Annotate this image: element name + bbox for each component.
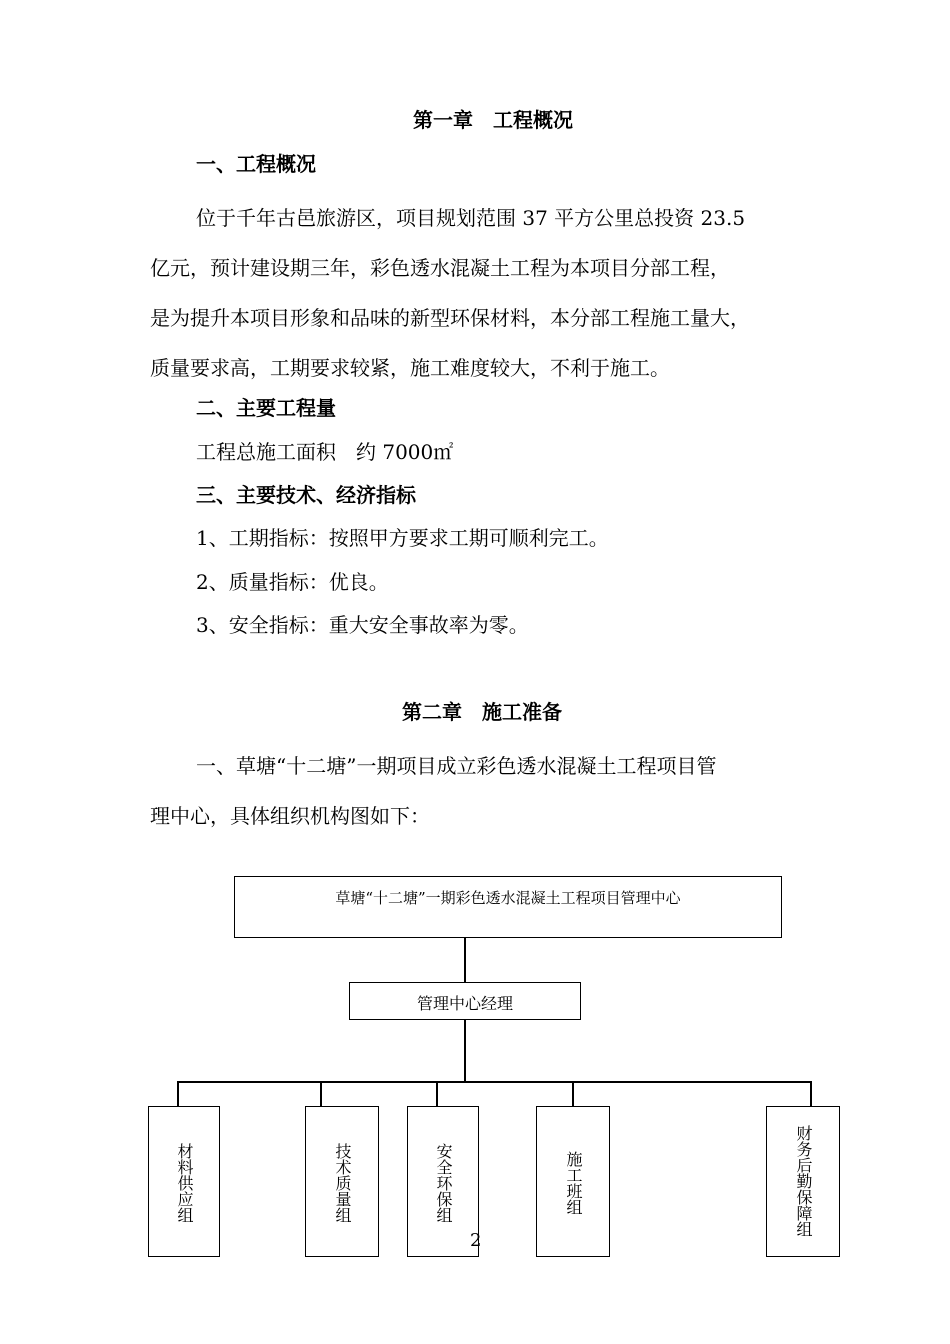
chapter1-title: 第一章 工程概况 (413, 108, 573, 132)
org-group-label: 技术质量组 (333, 1143, 352, 1223)
connector-line (436, 1081, 438, 1107)
org-manager-label: 管理中心经理 (416, 994, 513, 1013)
org-group-label: 财务后勤保障组 (794, 1125, 813, 1237)
org-group-box (305, 1106, 379, 1257)
org-manager-box (349, 982, 581, 1020)
chapter2-para-line-1: 一、草塘“十二塘”一期项目成立彩色透水混凝土工程项目管 (196, 754, 717, 778)
connector-line (464, 938, 466, 982)
connector-line (464, 1020, 466, 1082)
chapter2-title: 第二章 施工准备 (402, 700, 562, 724)
org-top-box (234, 876, 782, 938)
indicator-item: 1、工期指标：按照甲方要求工期可顺利完工。 (196, 526, 609, 550)
section2-heading: 二、主要工程量 (196, 396, 336, 420)
org-group-label: 施工班组 (564, 1151, 583, 1215)
section1-heading: 一、工程概况 (196, 152, 316, 176)
overview-line-2: 亿元，预计建设期三年，彩色透水混凝土工程为本项目分部工程， (150, 256, 730, 280)
section3-heading: 三、主要技术、经济指标 (196, 483, 416, 507)
indicator-item: 2、质量指标：优良。 (196, 570, 389, 594)
org-group-box (766, 1106, 840, 1257)
connector-line (177, 1081, 811, 1083)
org-group-label: 安全环保组 (434, 1143, 453, 1223)
connector-line (320, 1081, 322, 1107)
overview-line-1: 位于千年古邑旅游区，项目规划范围 37 平方公里总投资 23.5 (196, 206, 746, 230)
org-top-label: 草塘“十二塘”一期彩色透水混凝土工程项目管理中心 (335, 889, 681, 907)
quantity-text: 工程总施工面积 约 7000㎡ (196, 440, 454, 464)
org-group-label: 材料供应组 (175, 1143, 194, 1223)
connector-line (177, 1081, 179, 1107)
connector-line (572, 1081, 574, 1107)
connector-line (810, 1081, 812, 1107)
indicator-item: 3、安全指标：重大安全事故率为零。 (196, 613, 529, 637)
org-group-box (148, 1106, 220, 1257)
chapter2-para-line-2: 理中心，具体组织机构图如下： (150, 804, 430, 828)
page-number: 2 (470, 1230, 482, 1251)
overview-line-4: 质量要求高，工期要求较紧，施工难度较大，不利于施工。 (150, 356, 670, 380)
org-group-box (407, 1106, 482, 1257)
org-group-box (536, 1106, 610, 1257)
overview-line-3: 是为提升本项目形象和品味的新型环保材料，本分部工程施工量大， (150, 306, 750, 330)
